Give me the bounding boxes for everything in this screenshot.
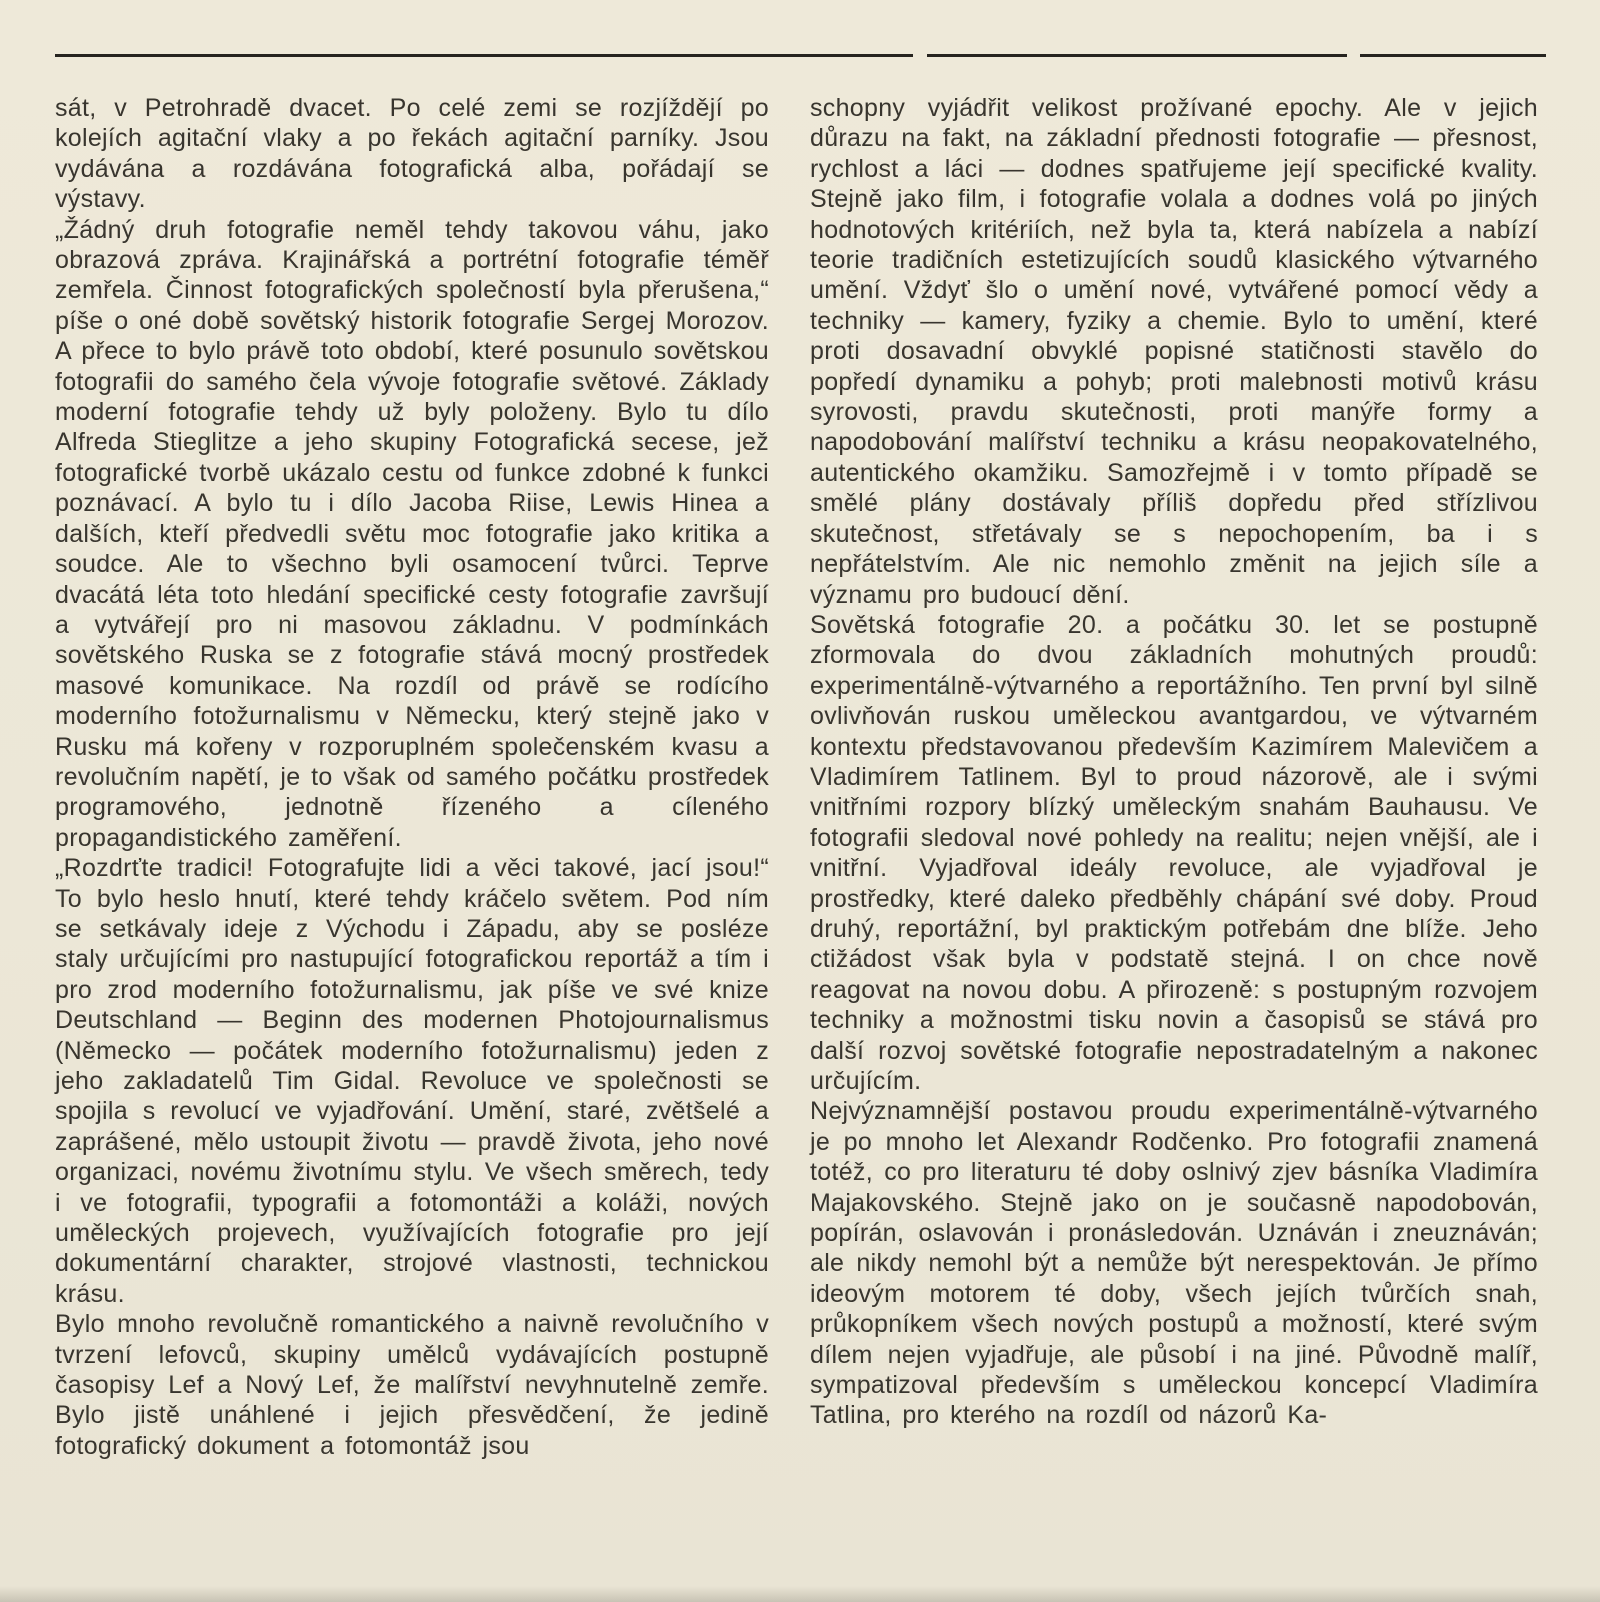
paragraph: „Žádný druh fotografie neměl tehdy takovou váhu, jako obrazová zpráva. Krajinářská a portrétní fotografie téměř zemřela. Činnost fotografických společností byla přerušena,“ píše o oné době sovětský historik fotografie Sergej Morozov. A přece to bylo právě toto období, které posunulo sovětskou fotografii do samého čela vývoje fotografie světové. Základy moderní fotografie tehdy už byly položeny. Bylo tu dílo Alfreda Stieglitze a jeho skupiny Fotografická secese, jež fotografické tvorbě ukázalo cestu od funkce zdobné k funkci poznávací. A bylo tu i dílo Jacoba Riise, Lewis Hinea a dalších, kteří předvedli světu moc fotografie jako kritika a soudce. Ale to všechno byli osamocení tvůrci. Teprve dvacátá léta toto hledání specifické cesty fotografie završují a vytvářejí pro ni masovou základnu. V podmínkách sovětského Ruska se z fotografie stává mocný prostředek masové komunikace. Na rozdíl od právě se rodícího moderního fotožurnalismu v Německu, který stejně jako v Rusku má kořeny v rozporuplném společenském kvasu a revolučním napětí, je to však od samého počátku prostředek programového, jednotně řízeného a cíleného propagandistického zaměření. (55, 215, 769, 852)
paragraph: schopny vyjádřit velikost prožívané epochy. Ale v jejich důrazu na fakt, na základní přednosti fotografie — přesnost, rychlost a láci — dodnes spatřujeme její specifické kvality. Stejně jako film, i fotografie volala a dodnes volá po jiných hodnotových kritériích, než byla ta, která nabízela a nabízí teorie tradičních estetizujících soudů klasického výtvarného umění. Vždyť šlo o umění nové, vytvářené pomocí vědy a techniky — kamery, fyziky a chemie. Bylo to umění, které proti dosavadní obvyklé popisné statičnosti stavělo do popředí dynamiku a pohyb; proti malebnosti motivů krásu syrovosti, pravdu skutečnosti, proti manýře formy a napodobování malířství techniku a krásu neopakovatelného, autentického okamžiku. Samozřejmě i v tomto případě se smělé plány dostávaly příliš dopředu před střízlivou skutečnost, střetávaly se s nepochopením, ba i s nepřátelstvím. Ale nic nemohlo změnit na jejich síle a významu pro budoucí dění. (810, 94, 1538, 609)
paragraph: Nejvýznamnější postavou proudu experimentálně-výtvarného je po mnoho let Alexandr Rodčenko. Pro fotografii znamená totéž, co pro literaturu té doby oslnivý zjev básníka Vladimíra Majakovského. Stejně jako on je současně napodobován, popírán, oslavován i pronásledován. Uznáván i zneuznáván; ale nikdy nemohl být a nemůže být nerespektován. Je přímo ideovým motorem té doby, všech jejích tvůrčích snah, průkopníkem všech nových postupů a možností, které svým dílem nejen vyjadřuje, ale působí i na jiné. Původně malíř, sympatizoval především s uměleckou koncepcí Vladimíra Tatlina, pro kterého na rozdíl od názorů Ka- (810, 1097, 1538, 1430)
scan-bottom-edge-shadow (0, 1586, 1600, 1602)
left-column (55, 93, 769, 1461)
top-rule-segment (927, 54, 1347, 57)
top-rule-segment (55, 54, 913, 57)
paragraph: sát, v Petrohradě dvacet. Po celé zemi se rozjíždějí po kolejích agitační vlaky a po řekách agitační parníky. Jsou vydávána a rozdávána fotografická alba, pořádají se výstavy. (55, 94, 769, 214)
paragraph: „Rozdrťte tradici! Fotografujte lidi a věci takové, jací jsou!“ To bylo heslo hnutí, které tehdy kráčelo světem. Pod ním se setkávaly ideje z Východu i Západu, aby se posléze staly určujícími pro nastupující fotografickou reportáž a tím i pro zrod moderního fotožurnalismu, jak píše ve své knize Deutschland — Beginn des modernen Photojournalismus (Německo — počátek moderního fotožurnalismu) jeden z jeho zakladatelů Tim Gidal. Revoluce ve společnosti se spojila s revolucí ve vyjadřování. Umění, staré, zvětšelé a zaprášené, mělo ustoupit životu — pravdě života, jeho nové organizaci, novému životnímu stylu. Ve všech směrech, tedy i ve fotografii, typografii a fotomontáži a koláži, nových uměleckých projevech, využívajících fotografie pro její dokumentární charakter, strojové vlastnosti, technickou krásu. (55, 854, 769, 1308)
paragraph: Bylo mnoho revolučně romantického a naivně revolučního v tvrzení lefovců, skupiny umělců vydávajících postupně časopisy Lef a Nový Lef, že malířství nevyhnutelně zemře. Bylo jistě unáhlené i jejich přesvědčení, že jedině fotografický dokument a fotomontáž jsou (55, 1310, 769, 1460)
right-column (810, 93, 1538, 1431)
top-rule-segment (1360, 54, 1546, 57)
paragraph: Sovětská fotografie 20. a počátku 30. let se postupně zformovala do dvou základních mohutných proudů: experimentálně-výtvarného a reportážního. Ten první byl silně ovlivňován ruskou uměleckou avantgardou, ve výtvarném kontextu představovanou především Kazimírem Malevičem a Vladimírem Tatlinem. Byl to proud názorově, ale i svými vnitřními rozpory blízký uměleckým snahám Bauhausu. Ve fotografii sledoval nové pohledy na realitu; nejen vnější, ale i vnitřní. Vyjadřoval ideály revoluce, ale vyjadřoval je prostředky, které daleko předběhly chápání své doby. Proud druhý, reportážní, byl praktickým potřebám dne blíže. Jeho ctižádost však byla v podstatě stejná. I on chce nově reagovat na novou dobu. A přirozeně: s postupným rozvojem techniky a možnostmi tisku novin a časopisů se stává pro další rozvoj sovětské fotografie nepostradatelným a nakonec určujícím. (810, 610, 1538, 1095)
